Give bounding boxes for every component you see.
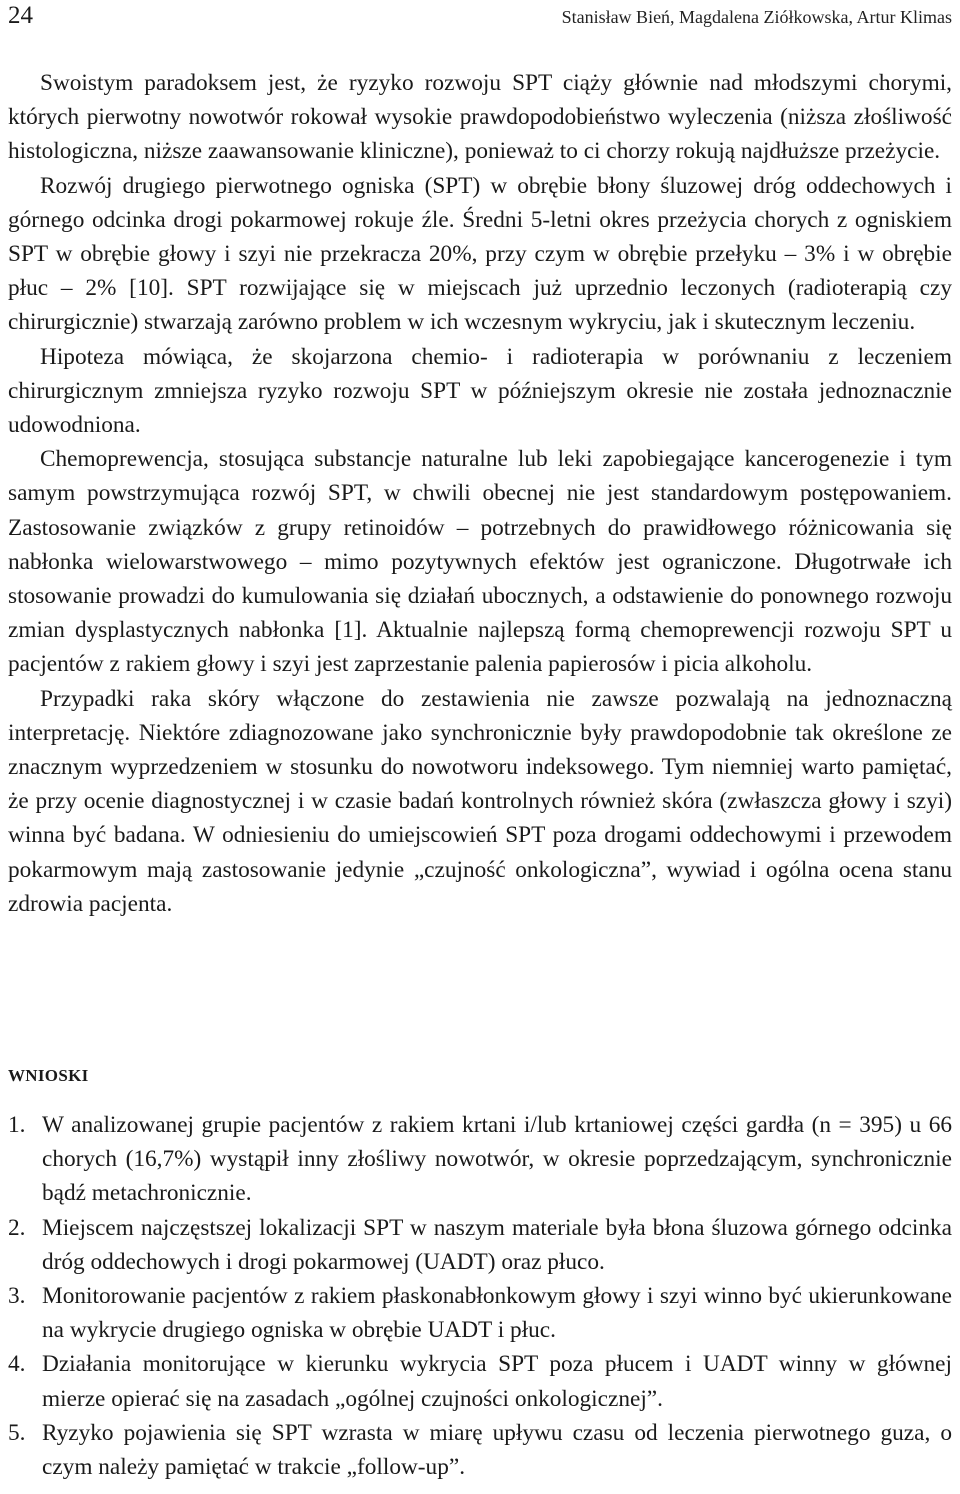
- body-text: [8, 66, 952, 921]
- paragraph: Hipoteza mówiąca, że skojarzona chemio- i radioterapia w porównaniu z leczeniem chirurgicznym zmniejsza ryzyko rozwoju SPT w późniejszym okresie nie została jednoznacznie udowodniona.: [8, 343, 952, 439]
- paragraph: Przypadki raka skóry włączone do zestawienia nie zawsze pozwalają na jednoznaczną interpretację. Niektóre zdiagnozowane jako synchronicznie były prawdopodobnie tak określone ze znacznym wyprzedzeniem w stosunku do nowotworu indeksowego. Tym niemniej warto pamiętać, że przy ocenie diagnostycznej i w czasie badań kontrolnych również skóra (zwłaszcza głowy i szyi) winna być badana. W odniesieniu do umiejscowień SPT poza drogami oddechowymi i przewodem pokarmowym mają zastosowanie jedynie „czujność onkologiczna”, wywiad i ogólna ocena stanu zdrowia pacjenta.: [8, 685, 952, 917]
- list-item-number: 3.: [8, 1283, 26, 1310]
- paragraph: Rozwój drugiego pierwotnego ogniska (SPT) w obrębie błony śluzowej dróg oddechowych i górnego odcinka drogi pokarmowej rokuje źle. Średni 5-letni okres przeżycia chorych z ogniskiem SPT w obrębie głowy i szyi nie przekracza 20%, przy czym w obrębie przełyku – 3% i w obrębie płuc – 2% [10]. SPT rozwijające się w miejscach już uprzednio leczonych (radioterapią czy chirurgicznie) stwarzają zarówno problem w ich wczesnym wykryciu, jak i skutecznym leczeniu.: [8, 172, 952, 336]
- running-head-authors: Stanisław Bień, Magdalena Ziółkowska, Artur Klimas: [561, 7, 952, 27]
- conclusions-section: [8, 1066, 952, 1484]
- list-item-text: Ryzyko pojawienia się SPT wzrasta w miarę upływu czasu od leczenia pierwotnego guza, o czym należy pamiętać w trakcie „follow-up”.: [42, 1419, 952, 1481]
- list-item-text: Miejscem najczęstszej lokalizacji SPT w naszym materiale była błona śluzowa górnego odcinka dróg oddechowych i drogi pokarmowej (UADT) oraz płuco.: [42, 1214, 952, 1275]
- list-item-number: 4.: [8, 1351, 26, 1378]
- list-item-number: 2.: [8, 1214, 26, 1241]
- conclusion-list: [8, 1108, 952, 1484]
- list-item: [8, 1108, 952, 1211]
- list-item: [8, 1347, 952, 1415]
- list-item: [8, 1416, 952, 1484]
- paragraph: Swoistym paradoksem jest, że ryzyko rozwoju SPT ciąży głównie nad młodszymi chorymi, których pierwotny nowotwór rokował wysokie prawdopodobieństwo wyleczenia (niższa złośliwość histologiczna, niższe zaawansowanie kliniczne), ponieważ to ci chorzy rokują najdłuższe przeżycie.: [8, 70, 952, 165]
- page-number: 24: [8, 2, 33, 29]
- list-item: [8, 1279, 952, 1347]
- list-item-number: 1.: [8, 1112, 26, 1138]
- list-item-text: W analizowanej grupie pacjentów z rakiem krtani i/lub krtaniowej części gardła (n = 395) u 66 chorych (16,7%) wystąpił inny złośliwy nowotwór, w okresie poprzedzającym, synchronicznie bądź metachronicznie.: [42, 1112, 952, 1207]
- list-item-number: 5.: [8, 1419, 26, 1446]
- section-heading: WNIOSKI: [8, 1066, 89, 1085]
- list-item-text: Monitorowanie pacjentów z rakiem płaskonabłonkowym głowy i szyi winno być ukierunkowane na wykrycie drugiego ogniska w obrębie UADT i płuc.: [42, 1283, 952, 1344]
- list-item: [8, 1211, 952, 1279]
- paragraph: Chemoprewencja, stosująca substancje naturalne lub leki zapobiegające kancerogenezie i tym samym powstrzymująca rozwój SPT, w chwili obecnej nie jest standardowym postępowaniem. Zastosowanie związków z grupy retinoidów – potrzebnych do prawidłowego różnicowania się nabłonka wielowarstwowego – mimo pozytywnych efektów jest ograniczone. Długotrwałe ich stosowanie prowadzi do kumulowania się działań ubocznych, a odstawienie do ponownego rozwoju zmian dysplastycznych nabłonka [1]. Aktualnie najlepszą formą chemoprewencji rozwoju SPT u pacjentów z rakiem głowy i szyi jest zaprzestanie palenia papierosów i picia alkoholu.: [8, 446, 952, 678]
- list-item-text: Działania monitorujące w kierunku wykrycia SPT poza płucem i UADT winny w głównej mierze opierać się na zasadach „ogólnej czujności onkologicznej”.: [42, 1351, 952, 1412]
- page-header: [8, 2, 952, 36]
